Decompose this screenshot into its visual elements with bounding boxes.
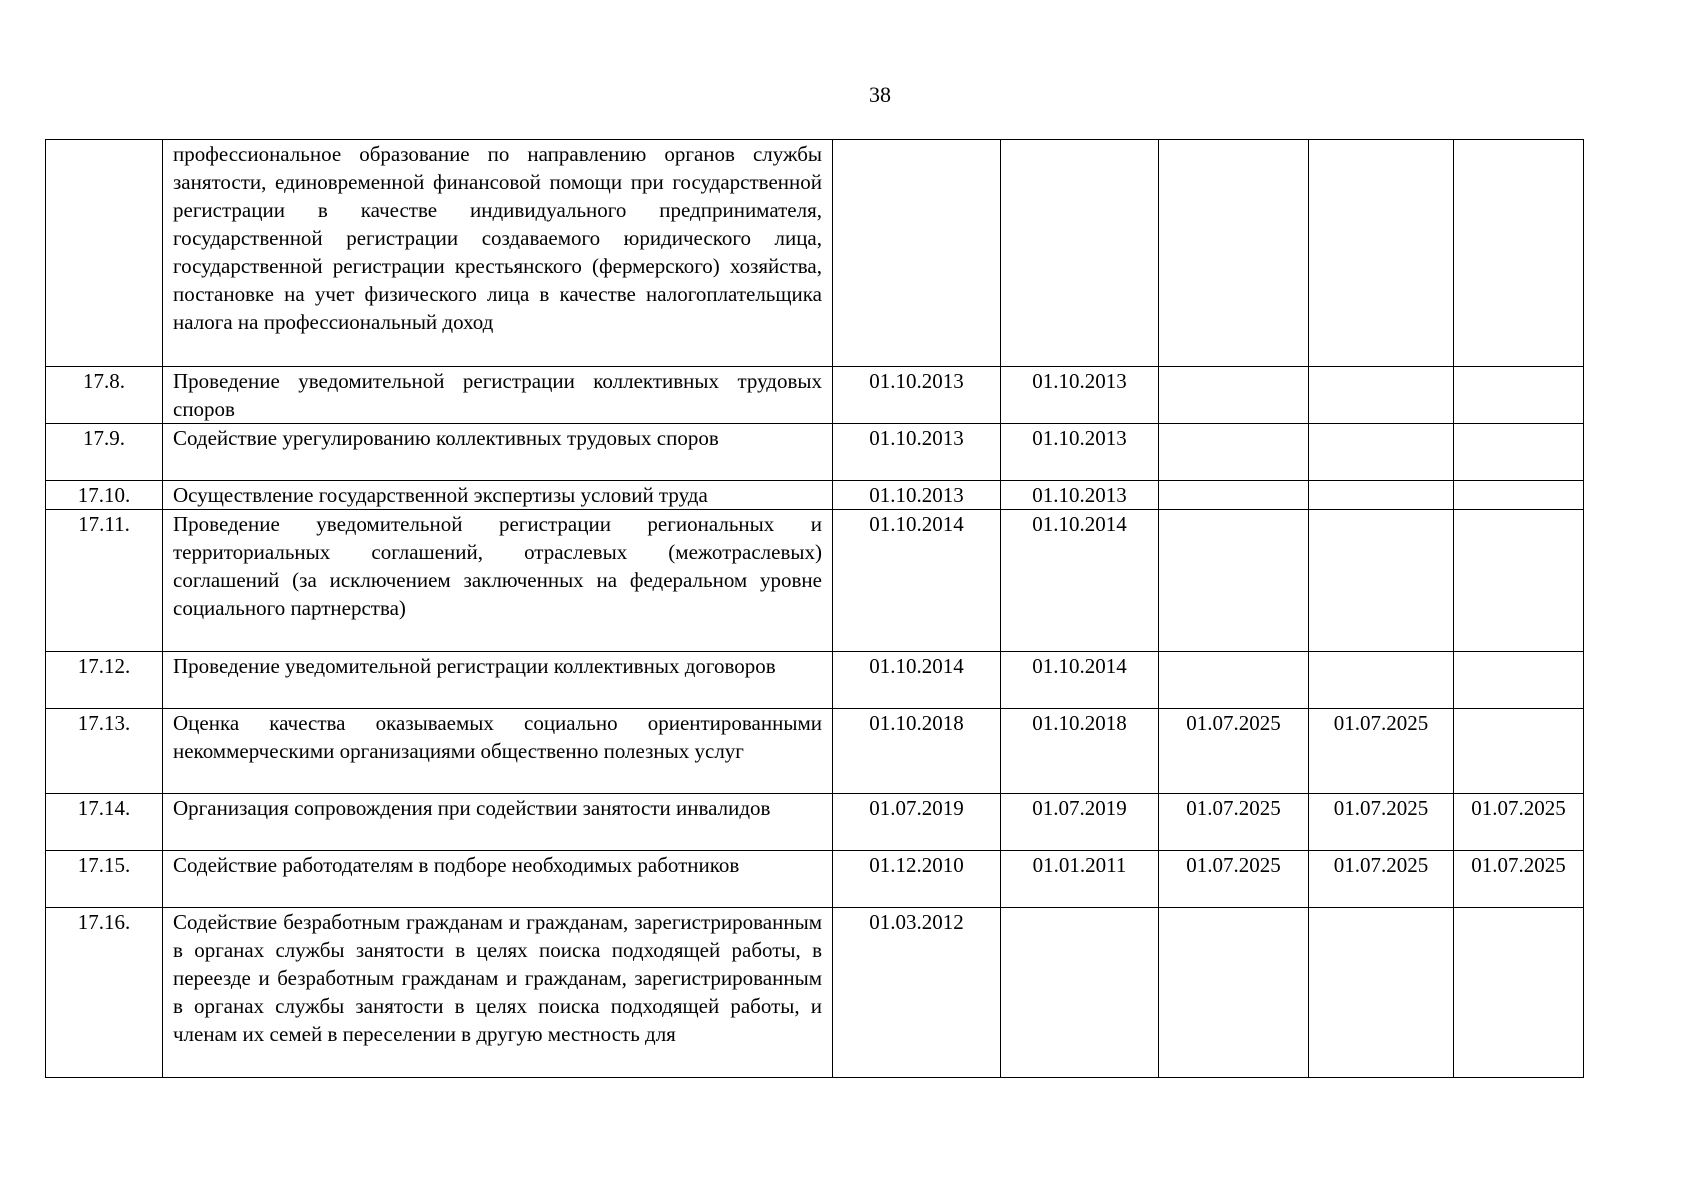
date-cell bbox=[1454, 652, 1584, 709]
date-cell bbox=[1454, 709, 1584, 794]
date-cell bbox=[1309, 140, 1454, 367]
date-cell bbox=[1159, 652, 1309, 709]
date-cell bbox=[1159, 367, 1309, 424]
date-cell: 01.01.2011 bbox=[1001, 851, 1159, 908]
date-cell bbox=[1454, 481, 1584, 510]
service-description: Содействие работодателям в подборе необходимых работников bbox=[163, 851, 833, 908]
service-description: Проведение уведомительной регистрации коллективных договоров bbox=[163, 652, 833, 709]
date-cell: 01.10.2018 bbox=[833, 709, 1001, 794]
table-row bbox=[46, 140, 1584, 367]
table-row bbox=[46, 510, 1584, 652]
date-cell: 01.10.2014 bbox=[1001, 510, 1159, 652]
date-cell bbox=[833, 140, 1001, 367]
date-cell bbox=[1159, 908, 1309, 1078]
date-cell bbox=[1309, 367, 1454, 424]
date-cell: 01.10.2013 bbox=[1001, 367, 1159, 424]
table-row bbox=[46, 794, 1584, 851]
date-cell: 01.07.2025 bbox=[1454, 851, 1584, 908]
date-cell: 01.10.2013 bbox=[1001, 481, 1159, 510]
date-cell: 01.10.2013 bbox=[833, 424, 1001, 481]
row-number: 17.15. bbox=[46, 851, 163, 908]
row-number: 17.16. bbox=[46, 908, 163, 1078]
page-number: 38 bbox=[869, 82, 891, 107]
date-cell bbox=[1454, 367, 1584, 424]
date-cell: 01.10.2013 bbox=[833, 481, 1001, 510]
date-cell bbox=[1309, 424, 1454, 481]
date-cell: 01.10.2014 bbox=[833, 652, 1001, 709]
row-number: 17.13. bbox=[46, 709, 163, 794]
date-cell: 01.07.2025 bbox=[1159, 709, 1309, 794]
date-cell: 01.07.2025 bbox=[1159, 851, 1309, 908]
date-cell: 01.07.2025 bbox=[1454, 794, 1584, 851]
table-row bbox=[46, 424, 1584, 481]
date-cell: 01.07.2019 bbox=[1001, 794, 1159, 851]
date-cell: 01.12.2010 bbox=[833, 851, 1001, 908]
date-cell bbox=[1001, 140, 1159, 367]
row-number: 17.12. bbox=[46, 652, 163, 709]
row-number: 17.8. bbox=[46, 367, 163, 424]
row-number: 17.10. bbox=[46, 481, 163, 510]
service-description: Осуществление государственной экспертизы условий труда bbox=[163, 481, 833, 510]
table-row bbox=[46, 908, 1584, 1078]
date-cell: 01.07.2025 bbox=[1309, 794, 1454, 851]
service-description: Проведение уведомительной регистрации коллективных трудовых споров bbox=[163, 367, 833, 424]
service-description: Организация сопровождения при содействии занятости инвалидов bbox=[163, 794, 833, 851]
date-cell bbox=[1309, 510, 1454, 652]
date-cell: 01.03.2012 bbox=[833, 908, 1001, 1078]
row-number bbox=[46, 140, 163, 367]
date-cell: 01.07.2025 bbox=[1309, 851, 1454, 908]
table-row bbox=[46, 367, 1584, 424]
service-description: профессиональное образование по направлению органов службы занятости, единовременной финансовой помощи при государственной регистрации в качестве индивидуального предпринимателя, государственной регистрации создаваемого юридического лица, государственной регистрации крестьянского (фермерского) хозяйства, постановке на учет физического лица в качестве налогоплательщика налога на профессиональный доход bbox=[163, 140, 833, 367]
date-cell: 01.07.2019 bbox=[833, 794, 1001, 851]
service-description: Содействие урегулированию коллективных трудовых споров bbox=[163, 424, 833, 481]
date-cell bbox=[1454, 140, 1584, 367]
date-cell: 01.07.2025 bbox=[1159, 794, 1309, 851]
service-description: Проведение уведомительной регистрации региональных и территориальных соглашений, отраслевых (межотраслевых) соглашений (за исключением заключенных на федеральном уровне социального партнерства) bbox=[163, 510, 833, 652]
services-table bbox=[45, 139, 1584, 1078]
date-cell bbox=[1454, 908, 1584, 1078]
date-cell bbox=[1159, 140, 1309, 367]
date-cell bbox=[1309, 652, 1454, 709]
date-cell bbox=[1159, 424, 1309, 481]
date-cell: 01.10.2013 bbox=[1001, 424, 1159, 481]
row-number: 17.14. bbox=[46, 794, 163, 851]
date-cell bbox=[1001, 908, 1159, 1078]
date-cell: 01.10.2013 bbox=[833, 367, 1001, 424]
table-row bbox=[46, 652, 1584, 709]
table-row bbox=[46, 481, 1584, 510]
row-number: 17.11. bbox=[46, 510, 163, 652]
date-cell bbox=[1454, 510, 1584, 652]
date-cell bbox=[1454, 424, 1584, 481]
service-description: Оценка качества оказываемых социально ориентированными некоммерческими организациями общественно полезных услуг bbox=[163, 709, 833, 794]
date-cell: 01.07.2025 bbox=[1309, 709, 1454, 794]
date-cell: 01.10.2014 bbox=[833, 510, 1001, 652]
service-description: Содействие безработным гражданам и гражданам, зарегистрированным в органах службы занятости в целях поиска подходящей работы, в переезде и безработным гражданам и гражданам, зарегистрированным в органах службы занятости в целях поиска подходящей работы, и членам их семей в переселении в другую местность для bbox=[163, 908, 833, 1078]
row-number: 17.9. bbox=[46, 424, 163, 481]
date-cell: 01.10.2018 bbox=[1001, 709, 1159, 794]
date-cell bbox=[1159, 481, 1309, 510]
date-cell bbox=[1309, 481, 1454, 510]
table-row bbox=[46, 709, 1584, 794]
date-cell bbox=[1309, 908, 1454, 1078]
date-cell: 01.10.2014 bbox=[1001, 652, 1159, 709]
date-cell bbox=[1159, 510, 1309, 652]
table-row bbox=[46, 851, 1584, 908]
